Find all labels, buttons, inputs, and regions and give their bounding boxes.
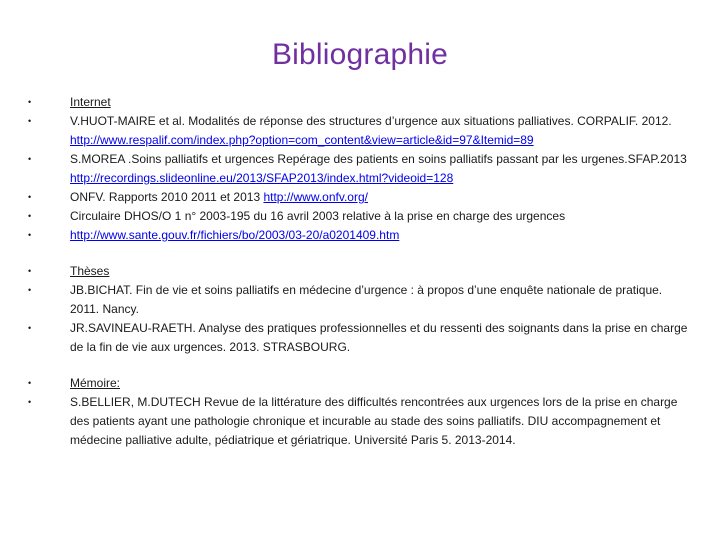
section-gap — [28, 357, 688, 374]
bullet-icon: • — [28, 116, 32, 126]
bullet-icon: • — [28, 266, 32, 276]
list-item — [28, 262, 688, 281]
list-item — [28, 150, 688, 188]
section-gap — [28, 245, 688, 262]
list-item — [28, 281, 688, 319]
bullet-icon: • — [28, 97, 32, 107]
bullet-icon: • — [28, 378, 32, 388]
list-item — [28, 207, 688, 226]
list-item — [28, 188, 688, 207]
reference-text: JR.SAVINEAU-RAETH. Analyse des pratiques professionnelles et du ressenti des soignants dans la prise en charge de la fin de vie aux urgences. 2013. STRASBOURG. — [70, 321, 688, 354]
section-heading-internet: Internet — [70, 95, 111, 109]
bibliography-list — [28, 93, 688, 450]
reference-link[interactable]: http://www.sante.gouv.fr/fichiers/bo/2003/03-20/a0201409.htm — [70, 228, 400, 242]
reference-text: V.HUOT-MAIRE et al. Modalités de réponse des structures d’urgence aux situations palliatives. CORPALIF. 2012. — [70, 114, 672, 128]
bullet-icon: • — [28, 211, 32, 221]
bullet-icon: • — [28, 192, 32, 202]
page-title: Bibliographie — [271, 38, 449, 71]
reference-text: Circulaire DHOS/O 1 n° 2003-195 du 16 avril 2003 relative à la prise en charge des urgences — [70, 209, 566, 223]
section-heading-memoire: Mémoire: — [70, 376, 121, 390]
reference-link[interactable]: http://www.respalif.com/index.php?option=com_content&view=article&id=97&Itemid=89 — [70, 133, 534, 147]
reference-text: S.BELLIER, M.DUTECH Revue de la littérature des difficultés rencontrées aux urgences lors de la prise en charge des patients ayant une pathologie chronique et incurable au stade des soins palliatifs. DIU accompagnement et médecine palliative adulte, pédiatrique et gériatrique. Université Paris 5. 2013-2014. — [70, 395, 678, 447]
list-item — [28, 93, 688, 112]
reference-text: JB.BICHAT. Fin de vie et soins palliatifs en médecine d’urgence : à propos d’une enquête nationale de pratique. 2011. Nancy. — [70, 283, 663, 316]
bullet-icon: • — [28, 285, 32, 295]
reference-text: ONFV. Rapports 2010 2011 et 2013 — [70, 190, 264, 204]
bullet-icon: • — [28, 154, 32, 164]
bullet-icon: • — [28, 397, 32, 407]
list-item — [28, 393, 688, 450]
section-heading-theses: Thèses — [70, 264, 110, 278]
list-item — [28, 226, 688, 245]
list-item — [28, 112, 688, 150]
list-item — [28, 319, 688, 357]
list-item — [28, 374, 688, 393]
reference-link[interactable]: http://recordings.slideonline.eu/2013/SFAP2013/index.html?videoid=128 — [70, 171, 454, 185]
reference-link[interactable]: http://www.onfv.org/ — [263, 190, 368, 204]
reference-text: S.MOREA .Soins palliatifs et urgences Repérage des patients en soins palliatifs passant par les urgenes.SFAP.2013 — [70, 152, 687, 166]
bullet-icon: • — [28, 230, 32, 240]
bullet-icon: • — [28, 323, 32, 333]
